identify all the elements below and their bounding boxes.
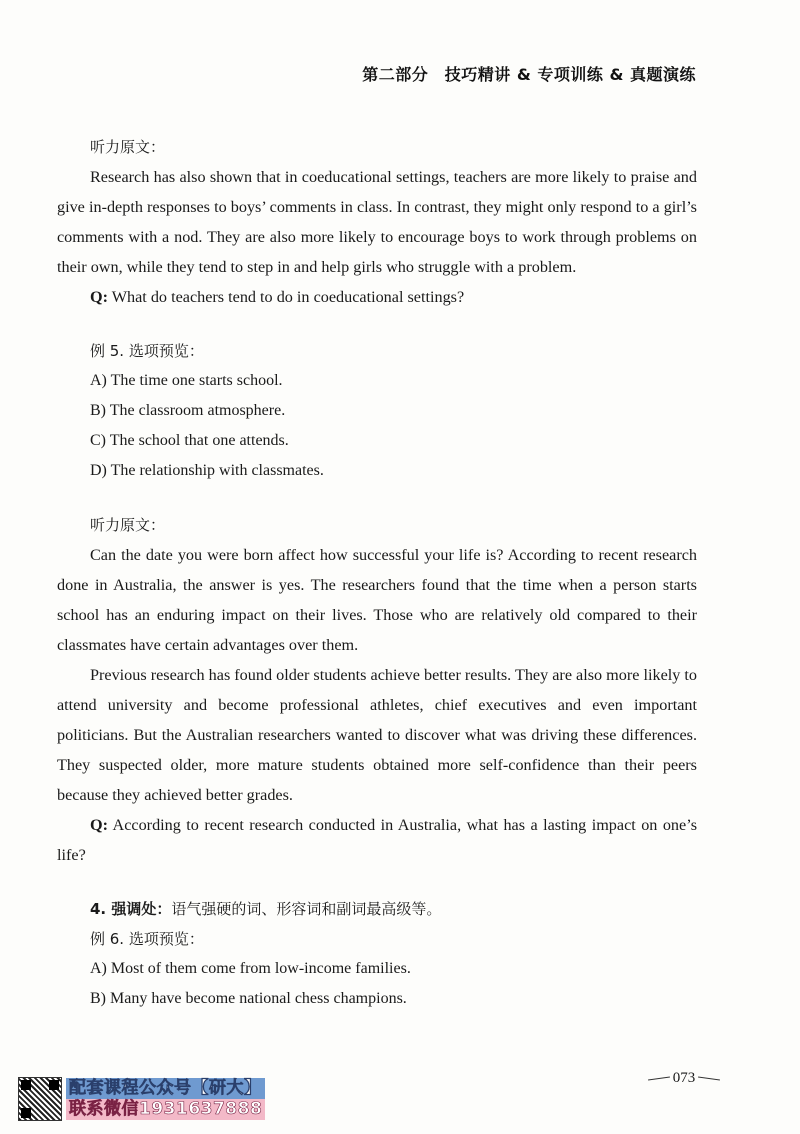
transcript-paragraph-1: Research has also shown that in coeducational settings, teachers are more likely to praise and give in-depth responses to boys’ comments in class. In contrast, they might only respond to a girl’s comments with a nod. They are also more likely to encourage boys to work through problems on their own, while they tend to step in and help girls who struggle with a problem. [57, 168, 697, 276]
option-a: A) Most of them come from low-income families. [90, 960, 411, 977]
watermark-line-2: 联系微信1931637888 [66, 1099, 265, 1120]
example-5-label: 例 5. 选项预览： [90, 342, 204, 360]
footer-watermark [18, 1077, 265, 1121]
question-2 [57, 810, 697, 870]
question-prefix: Q: [90, 288, 108, 306]
option-b: B) Many have become national chess champions. [90, 990, 407, 1007]
question-text: According to recent research conducted in Australia, what has a lasting impact on one’s life? [57, 816, 697, 864]
transcript-label-1: 听力原文： [90, 138, 166, 156]
page-number [638, 1068, 730, 1088]
transcript-paragraph-2b: Previous research has found older students achieve better results. They are also more likely to attend university and become professional athletes, chief executives and even important politicians. But the Australian researchers wanted to discover what was driving these differences. They suspected older, more mature students obtained more self-confidence than their peers because they achieved better grades. [57, 666, 697, 804]
transcript-paragraph-2a: Can the date you were born affect how successful your life is? According to recent research done in Australia, the answer is yes. The researchers found that the time when a person starts school has an enduring impact on their lives. Those who are relatively old compared to their classmates have certain advantages over them. [57, 546, 697, 654]
section-4-desc: 语气强硬的词、形容词和副词最高级等。 [171, 900, 442, 918]
page-content [57, 132, 697, 1014]
section-4-title: 4. 强调处： [90, 900, 172, 918]
example-6-label: 例 6. 选项预览： [90, 930, 204, 948]
transcript-label-2: 听力原文： [90, 516, 166, 534]
question-1 [57, 282, 697, 312]
option-d: D) The relationship with classmates. [90, 462, 324, 479]
watermark-line-1: 配套课程公众号【研大】 [66, 1078, 265, 1099]
qr-code-icon [18, 1077, 62, 1121]
ornament-right [698, 1076, 720, 1080]
question-prefix: Q: [90, 816, 108, 834]
section-4-heading [90, 894, 697, 924]
question-text: What do teachers tend to do in coeducational settings? [107, 288, 465, 306]
page-number-text: 073 [672, 1069, 696, 1086]
running-header: 第二部分 技巧精讲 & 专项训练 & 真题演练 [362, 65, 696, 84]
option-b: B) The classroom atmosphere. [90, 402, 286, 419]
option-c: C) The school that one attends. [90, 432, 289, 449]
ornament-left [648, 1076, 670, 1080]
option-a: A) The time one starts school. [90, 372, 283, 389]
